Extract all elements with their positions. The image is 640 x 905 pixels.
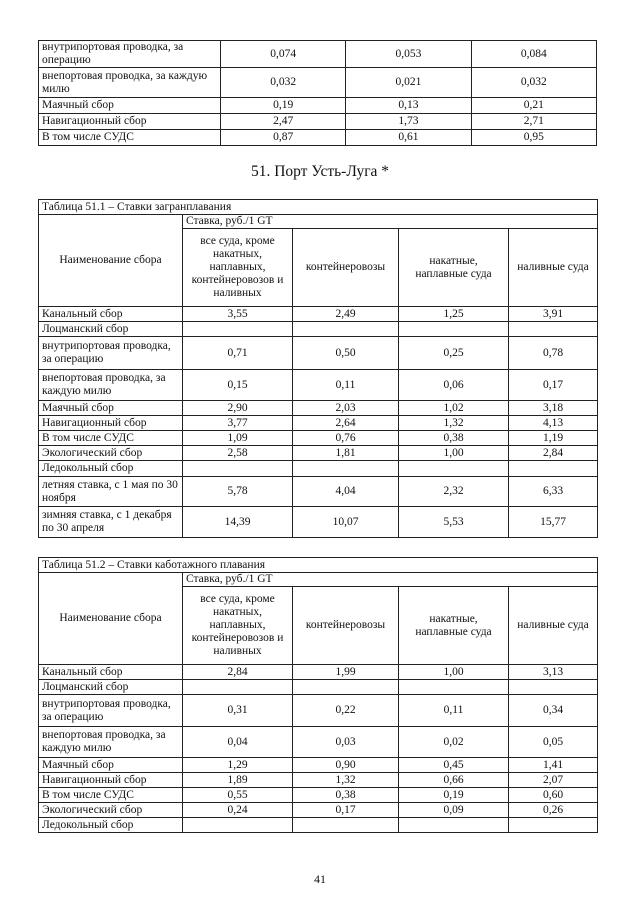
row-name: Ледокольный сбор bbox=[39, 818, 183, 833]
table-row bbox=[39, 758, 598, 773]
cell-value: 1,99 bbox=[293, 665, 399, 680]
column-header: все суда, кроме накатных, наплавных, контейнеровозов и наливных bbox=[183, 229, 293, 307]
cell-value: 0,17 bbox=[293, 803, 399, 818]
cell-value: 0,084 bbox=[471, 41, 596, 68]
cell-value: 1,19 bbox=[509, 431, 598, 446]
table-caption-row bbox=[39, 200, 598, 215]
table-row bbox=[39, 446, 598, 461]
cell-value: 0,34 bbox=[509, 695, 598, 727]
cell-value: 0,17 bbox=[509, 370, 598, 401]
row-name: внутрипортовая проводка, за операцию bbox=[39, 337, 183, 370]
cell-value: 3,18 bbox=[509, 401, 598, 416]
table-header-row bbox=[39, 573, 598, 587]
table-row bbox=[39, 416, 598, 431]
table-row bbox=[39, 461, 598, 477]
cell-value: 0,06 bbox=[399, 370, 509, 401]
cell-value bbox=[509, 322, 598, 337]
cell-value: 1,89 bbox=[183, 773, 293, 788]
cell-value: 0,24 bbox=[183, 803, 293, 818]
column-header: накатные, наплавные суда bbox=[399, 229, 509, 307]
row-name: В том числе СУДС bbox=[39, 130, 221, 146]
cell-value bbox=[509, 461, 598, 477]
row-name: В том числе СУДС bbox=[39, 431, 183, 446]
cell-value: 2,58 bbox=[183, 446, 293, 461]
rate-header: Ставка, руб./1 GT bbox=[183, 573, 598, 587]
table-row bbox=[39, 773, 598, 788]
cell-value bbox=[183, 818, 293, 833]
table-header-row bbox=[39, 215, 598, 229]
table-caption: Таблица 51.1 – Ставки загранплавания bbox=[39, 200, 598, 215]
row-name: Навигационный сбор bbox=[39, 773, 183, 788]
row-name: внутрипортовая проводка, за операцию bbox=[39, 695, 183, 727]
cell-value: 4,04 bbox=[293, 477, 399, 507]
row-name: Лоцманский сбор bbox=[39, 680, 183, 695]
cell-value bbox=[293, 818, 399, 833]
table-row bbox=[39, 68, 597, 98]
cell-value: 2,07 bbox=[509, 773, 598, 788]
row-name: Ледокольный сбор bbox=[39, 461, 183, 477]
cell-value: 1,81 bbox=[293, 446, 399, 461]
cell-value: 2,49 bbox=[293, 307, 399, 322]
cell-value: 0,66 bbox=[399, 773, 509, 788]
cell-value bbox=[183, 322, 293, 337]
cell-value: 5,78 bbox=[183, 477, 293, 507]
table-row bbox=[39, 98, 597, 114]
row-name: внепортовая проводка, за каждую милю bbox=[39, 727, 183, 758]
cell-value: 3,91 bbox=[509, 307, 598, 322]
cell-value bbox=[183, 461, 293, 477]
column-header-name: Наименование сбора bbox=[39, 215, 183, 307]
cell-value: 10,07 bbox=[293, 507, 399, 538]
table-caption-row bbox=[39, 558, 598, 573]
table-row bbox=[39, 695, 598, 727]
table-row bbox=[39, 431, 598, 446]
cell-value: 1,41 bbox=[509, 758, 598, 773]
cell-value: 0,11 bbox=[293, 370, 399, 401]
cell-value: 0,55 bbox=[183, 788, 293, 803]
cell-value bbox=[293, 322, 399, 337]
column-header: контейнеровозы bbox=[293, 587, 399, 665]
cell-value: 0,03 bbox=[293, 727, 399, 758]
table-row bbox=[39, 337, 598, 370]
cell-value: 6,33 bbox=[509, 477, 598, 507]
table-51-1 bbox=[38, 199, 598, 538]
table-row bbox=[39, 322, 598, 337]
row-name: Лоцманский сбор bbox=[39, 322, 183, 337]
table-row bbox=[39, 680, 598, 695]
row-name: Маячный сбор bbox=[39, 758, 183, 773]
column-header: накатные, наплавные суда bbox=[399, 587, 509, 665]
cell-value: 2,90 bbox=[183, 401, 293, 416]
cell-value: 0,032 bbox=[471, 68, 596, 98]
cell-value bbox=[509, 680, 598, 695]
table-row bbox=[39, 370, 598, 401]
cell-value bbox=[183, 680, 293, 695]
cell-value: 0,04 bbox=[183, 727, 293, 758]
cell-value: 4,13 bbox=[509, 416, 598, 431]
cell-value: 0,90 bbox=[293, 758, 399, 773]
cell-value bbox=[399, 322, 509, 337]
column-header: наливные суда bbox=[509, 587, 598, 665]
column-header: все суда, кроме накатных, наплавных, контейнеровозов и наливных bbox=[183, 587, 293, 665]
cell-value: 0,76 bbox=[293, 431, 399, 446]
cell-value: 1,32 bbox=[399, 416, 509, 431]
cell-value: 0,78 bbox=[509, 337, 598, 370]
table-row bbox=[39, 41, 597, 68]
table-row bbox=[39, 803, 598, 818]
cell-value: 1,02 bbox=[399, 401, 509, 416]
cell-value: 0,021 bbox=[346, 68, 471, 98]
cell-value: 0,31 bbox=[183, 695, 293, 727]
cell-value: 0,60 bbox=[509, 788, 598, 803]
cell-value bbox=[293, 461, 399, 477]
row-name: Экологический сбор bbox=[39, 446, 183, 461]
table-row bbox=[39, 727, 598, 758]
cell-value: 1,32 bbox=[293, 773, 399, 788]
cell-value bbox=[399, 680, 509, 695]
table-row bbox=[39, 307, 598, 322]
row-name: Навигационный сбор bbox=[39, 114, 221, 130]
row-name: Канальный сбор bbox=[39, 307, 183, 322]
cell-value: 1,00 bbox=[399, 446, 509, 461]
cell-value: 0,50 bbox=[293, 337, 399, 370]
cell-value: 0,032 bbox=[221, 68, 346, 98]
row-name: Экологический сбор bbox=[39, 803, 183, 818]
cell-value: 3,55 bbox=[183, 307, 293, 322]
cell-value: 2,84 bbox=[183, 665, 293, 680]
cell-value: 1,73 bbox=[346, 114, 471, 130]
cell-value: 2,64 bbox=[293, 416, 399, 431]
cell-value: 0,38 bbox=[293, 788, 399, 803]
cell-value: 0,25 bbox=[399, 337, 509, 370]
cell-value bbox=[399, 818, 509, 833]
cell-value bbox=[399, 461, 509, 477]
cell-value: 2,71 bbox=[471, 114, 596, 130]
table-row bbox=[39, 665, 598, 680]
cell-value: 1,29 bbox=[183, 758, 293, 773]
column-header: контейнеровозы bbox=[293, 229, 399, 307]
cell-value: 0,21 bbox=[471, 98, 596, 114]
cell-value: 0,09 bbox=[399, 803, 509, 818]
table-row bbox=[39, 477, 598, 507]
cell-value: 0,87 bbox=[221, 130, 346, 146]
cell-value: 0,95 bbox=[471, 130, 596, 146]
table-row bbox=[39, 507, 598, 538]
row-name: внутрипортовая проводка, за операцию bbox=[39, 41, 221, 68]
cell-value: 0,15 bbox=[183, 370, 293, 401]
cell-value bbox=[509, 818, 598, 833]
page-number: 41 bbox=[314, 872, 326, 886]
cell-value: 1,09 bbox=[183, 431, 293, 446]
cell-value: 0,26 bbox=[509, 803, 598, 818]
column-header: наливные суда bbox=[509, 229, 598, 307]
cell-value: 0,22 bbox=[293, 695, 399, 727]
table-row bbox=[39, 114, 597, 130]
cell-value: 0,71 bbox=[183, 337, 293, 370]
table-row bbox=[39, 401, 598, 416]
cell-value: 0,61 bbox=[346, 130, 471, 146]
table-51-2 bbox=[38, 557, 598, 833]
cell-value: 2,32 bbox=[399, 477, 509, 507]
cell-value: 14,39 bbox=[183, 507, 293, 538]
row-name: летняя ставка, с 1 мая по 30 ноября bbox=[39, 477, 183, 507]
cell-value: 0,074 bbox=[221, 41, 346, 68]
row-name: Маячный сбор bbox=[39, 401, 183, 416]
top-rates-table bbox=[38, 40, 597, 146]
cell-value: 3,77 bbox=[183, 416, 293, 431]
row-name: В том числе СУДС bbox=[39, 788, 183, 803]
cell-value: 0,19 bbox=[221, 98, 346, 114]
row-name: зимняя ставка, с 1 декабря по 30 апреля bbox=[39, 507, 183, 538]
table-row bbox=[39, 130, 597, 146]
cell-value: 0,45 bbox=[399, 758, 509, 773]
cell-value: 5,53 bbox=[399, 507, 509, 538]
table-row bbox=[39, 818, 598, 833]
cell-value: 0,053 bbox=[346, 41, 471, 68]
row-name: Навигационный сбор bbox=[39, 416, 183, 431]
cell-value: 0,11 bbox=[399, 695, 509, 727]
cell-value: 2,84 bbox=[509, 446, 598, 461]
cell-value: 15,77 bbox=[509, 507, 598, 538]
cell-value: 0,02 bbox=[399, 727, 509, 758]
row-name: внепортовая проводка, за каждую милю bbox=[39, 370, 183, 401]
section-title: 51. Порт Усть-Луга * bbox=[250, 163, 390, 180]
cell-value bbox=[293, 680, 399, 695]
row-name: Маячный сбор bbox=[39, 98, 221, 114]
cell-value: 1,00 bbox=[399, 665, 509, 680]
table-row bbox=[39, 788, 598, 803]
column-header-name: Наименование сбора bbox=[39, 573, 183, 665]
cell-value: 1,25 bbox=[399, 307, 509, 322]
cell-value: 0,38 bbox=[399, 431, 509, 446]
rate-header: Ставка, руб./1 GT bbox=[183, 215, 598, 229]
cell-value: 0,05 bbox=[509, 727, 598, 758]
row-name: внепортовая проводка, за каждую милю bbox=[39, 68, 221, 98]
row-name: Канальный сбор bbox=[39, 665, 183, 680]
cell-value: 0,13 bbox=[346, 98, 471, 114]
table-caption: Таблица 51.2 – Ставки каботажного плавания bbox=[39, 558, 598, 573]
cell-value: 3,13 bbox=[509, 665, 598, 680]
cell-value: 2,47 bbox=[221, 114, 346, 130]
cell-value: 2,03 bbox=[293, 401, 399, 416]
cell-value: 0,19 bbox=[399, 788, 509, 803]
